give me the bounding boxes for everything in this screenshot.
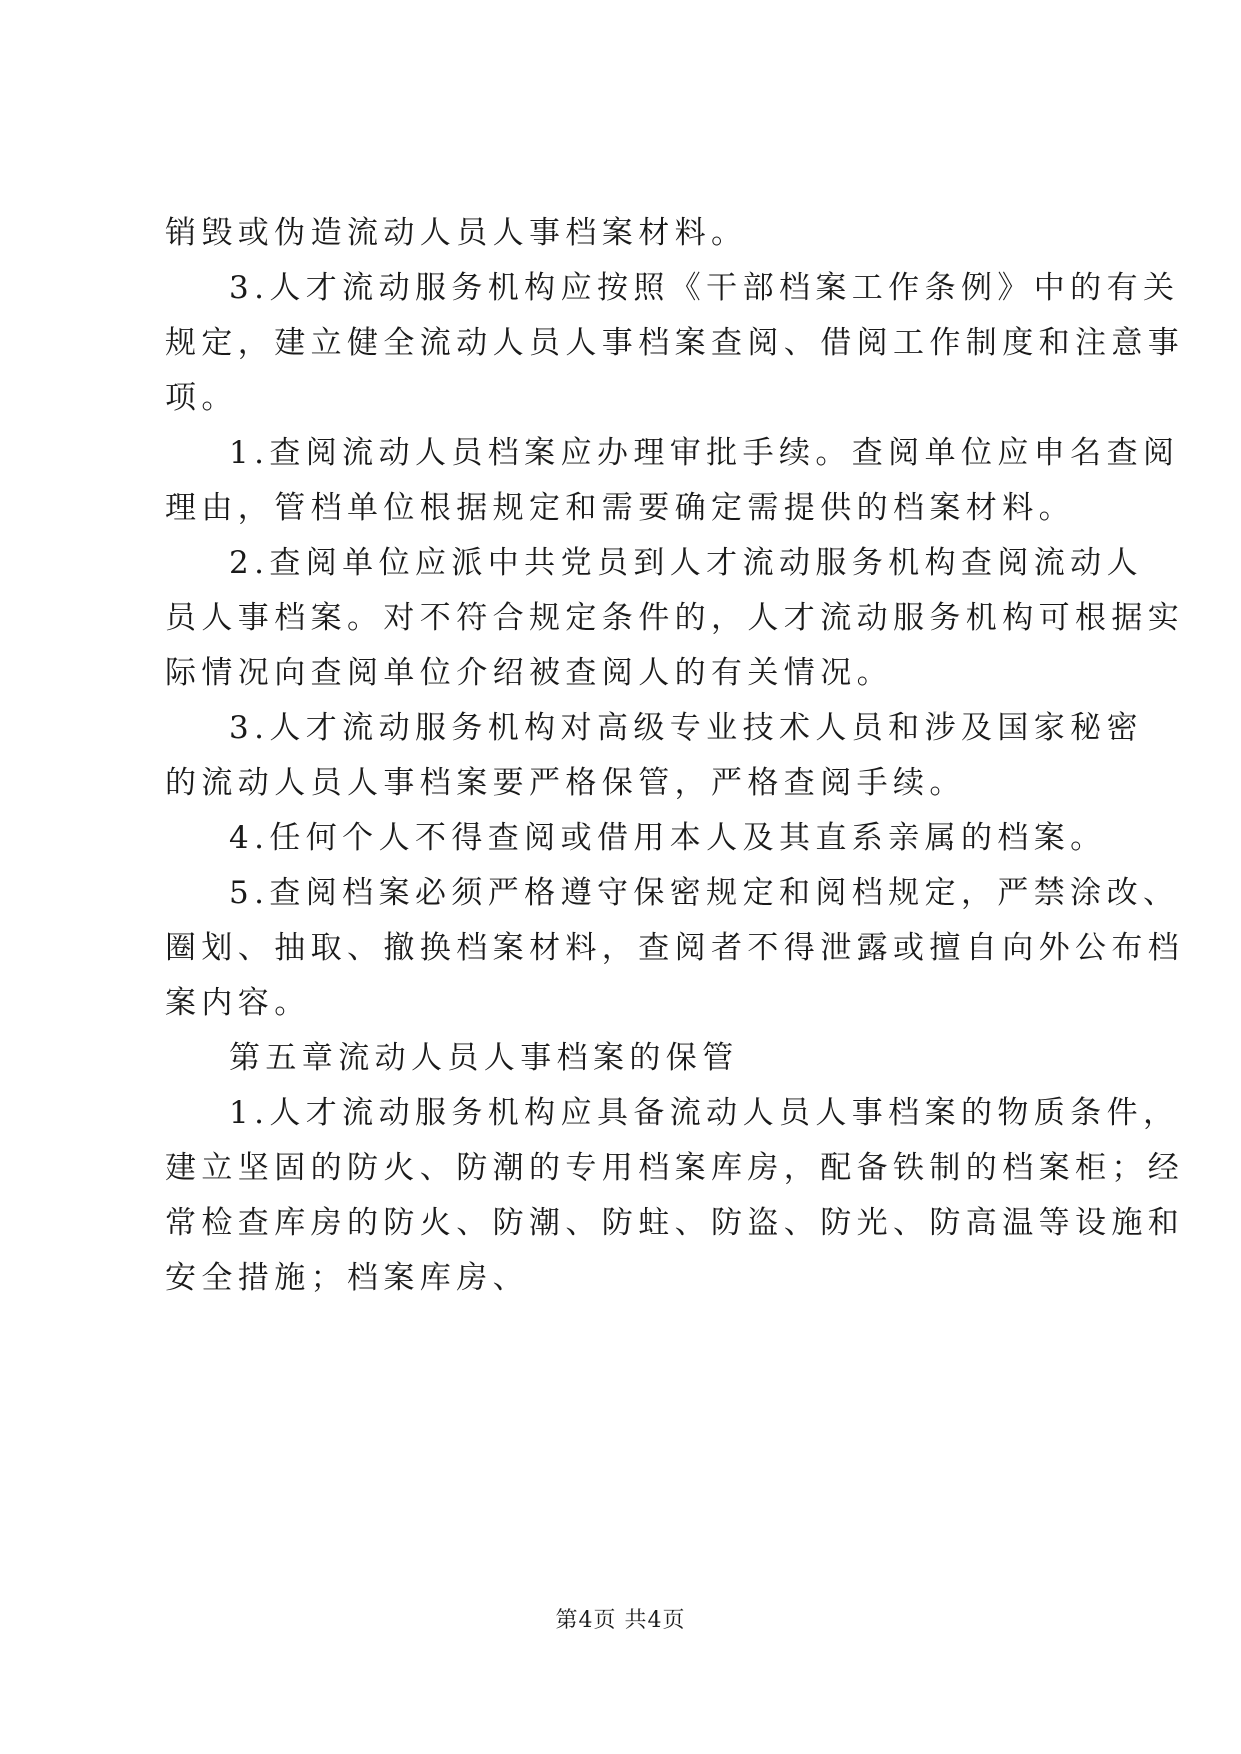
page-number-footer: 第4页 共4页 (555, 1608, 686, 1633)
paragraph-line: 常检查库房的防火、防潮、防蛀、防盗、防光、防高温等设施和 (165, 1205, 1185, 1241)
paragraph-line: 理由，管档单位根据规定和需要确定需提供的档案材料。 (165, 490, 1075, 526)
paragraph-line: 1.查阅流动人员档案应办理审批手续。查阅单位应申名查阅 (229, 435, 1180, 471)
paragraph-line: 圈划、抽取、撤换档案材料，查阅者不得泄露或擅自向外公布档 (165, 930, 1185, 966)
paragraph-line: 案内容。 (165, 985, 311, 1021)
paragraph-line: 建立坚固的防火、防潮的专用档案库房，配备铁制的档案柜；经 (165, 1150, 1185, 1186)
paragraph-line: 的流动人员人事档案要严格保管，严格查阅手续。 (165, 765, 966, 801)
paragraph-line: 2.查阅单位应派中共党员到人才流动服务机构查阅流动人 (229, 545, 1143, 581)
paragraph-line: 1.人才流动服务机构应具备流动人员人事档案的物质条件， (229, 1095, 1180, 1131)
paragraph-line: 项。 (165, 380, 238, 416)
paragraph-line: 安全措施；档案库房、 (165, 1260, 529, 1296)
paragraph-line: 销毁或伪造流动人员人事档案材料。 (165, 215, 748, 251)
paragraph-line: 3.人才流动服务机构对高级专业技术人员和涉及国家秘密 (229, 710, 1143, 746)
paragraph-line: 5.查阅档案必须严格遵守保密规定和阅档规定，严禁涂改、 (229, 875, 1180, 911)
paragraph-line: 规定，建立健全流动人员人事档案查阅、借阅工作制度和注意事 (165, 325, 1185, 361)
chapter-heading: 第五章流动人员人事档案的保管 (229, 1040, 739, 1076)
paragraph-line: 4.任何个人不得查阅或借用本人及其直系亲属的档案。 (229, 820, 1107, 856)
paragraph-line: 员人事档案。对不符合规定条件的，人才流动服务机构可根据实 (165, 600, 1185, 636)
paragraph-line: 际情况向查阅单位介绍被查阅人的有关情况。 (165, 655, 893, 691)
paragraph-line: 3.人才流动服务机构应按照《干部档案工作条例》中的有关 (229, 270, 1180, 306)
